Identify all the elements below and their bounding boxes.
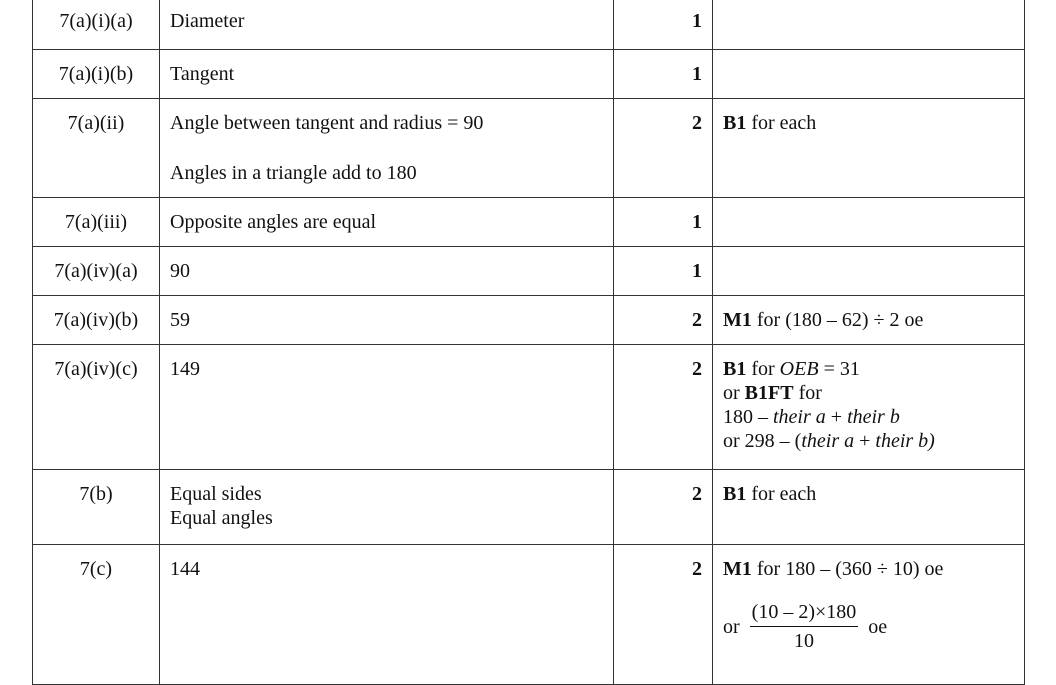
fraction-expression: or $\frac{(10 - 2)\times 180}{10}$ oe — [723, 601, 888, 652]
mark-scheme-table — [32, 0, 1025, 685]
guidance-cell: M1 for (180 – 62) ÷ 2 oe — [713, 296, 1025, 345]
question-number: 7(a)(iii) — [33, 198, 160, 247]
answer-cell: 144 — [160, 545, 614, 685]
question-number: 7(a)(iv)(a) — [33, 247, 160, 296]
table-row — [33, 470, 1025, 545]
fraction-denominator: 10 — [793, 630, 814, 652]
answer-cell: Tangent — [160, 50, 614, 99]
guidance-line: M1 for 180 – (360 ÷ 10) oe — [723, 558, 944, 580]
guidance-line: 180 – their a + their b — [723, 406, 900, 428]
answer-cell: 149 — [160, 345, 614, 470]
answer-cell: Diameter — [160, 0, 614, 50]
table-row — [33, 296, 1025, 345]
table-row — [33, 345, 1025, 470]
fraction-numerator: (10 – 2)×180 — [750, 601, 859, 627]
question-number: 7(a)(iv)(c) — [33, 345, 160, 470]
marks-cell: 2 — [614, 296, 713, 345]
guidance-cell — [713, 50, 1025, 99]
guidance-cell — [713, 0, 1025, 50]
guidance-cell — [713, 345, 1025, 470]
guidance-cell — [713, 247, 1025, 296]
guidance-line: or 298 – (their a + their b) — [723, 430, 935, 452]
guidance-line: or B1FT for — [723, 382, 822, 404]
marks-cell: 1 — [614, 50, 713, 99]
guidance-line: B1 for OEB = 31 — [723, 358, 860, 380]
answer-cell: 59 — [160, 296, 614, 345]
guidance-cell — [713, 545, 1025, 685]
question-number: 7(a)(i)(b) — [33, 50, 160, 99]
marks-cell: 2 — [614, 470, 713, 545]
marks-cell: 2 — [614, 545, 713, 685]
guidance-cell: B1 for each — [713, 99, 1025, 198]
table-row — [33, 0, 1025, 50]
question-number: 7(a)(iv)(b) — [33, 296, 160, 345]
marks-cell: 1 — [614, 0, 713, 50]
answer-cell: Opposite angles are equal — [160, 198, 614, 247]
question-number: 7(a)(i)(a) — [33, 0, 160, 50]
table-row — [33, 247, 1025, 296]
guidance-cell: B1 for each — [713, 470, 1025, 545]
question-number: 7(a)(ii) — [33, 99, 160, 198]
answer-cell: Angle between tangent and radius = 90 Angles in a triangle add to 180 — [160, 99, 614, 198]
table-row — [33, 545, 1025, 685]
question-number: 7(c) — [33, 545, 160, 685]
table-row — [33, 198, 1025, 247]
marks-cell: 2 — [614, 345, 713, 470]
answer-cell: Equal sides Equal angles — [160, 470, 614, 545]
guidance-cell — [713, 198, 1025, 247]
marks-cell: 1 — [614, 198, 713, 247]
marks-cell: 2 — [614, 99, 713, 198]
table-row — [33, 50, 1025, 99]
marks-cell: 1 — [614, 247, 713, 296]
fraction — [750, 601, 859, 652]
answer-cell: 90 — [160, 247, 614, 296]
question-number: 7(b) — [33, 470, 160, 545]
table-row — [33, 99, 1025, 198]
